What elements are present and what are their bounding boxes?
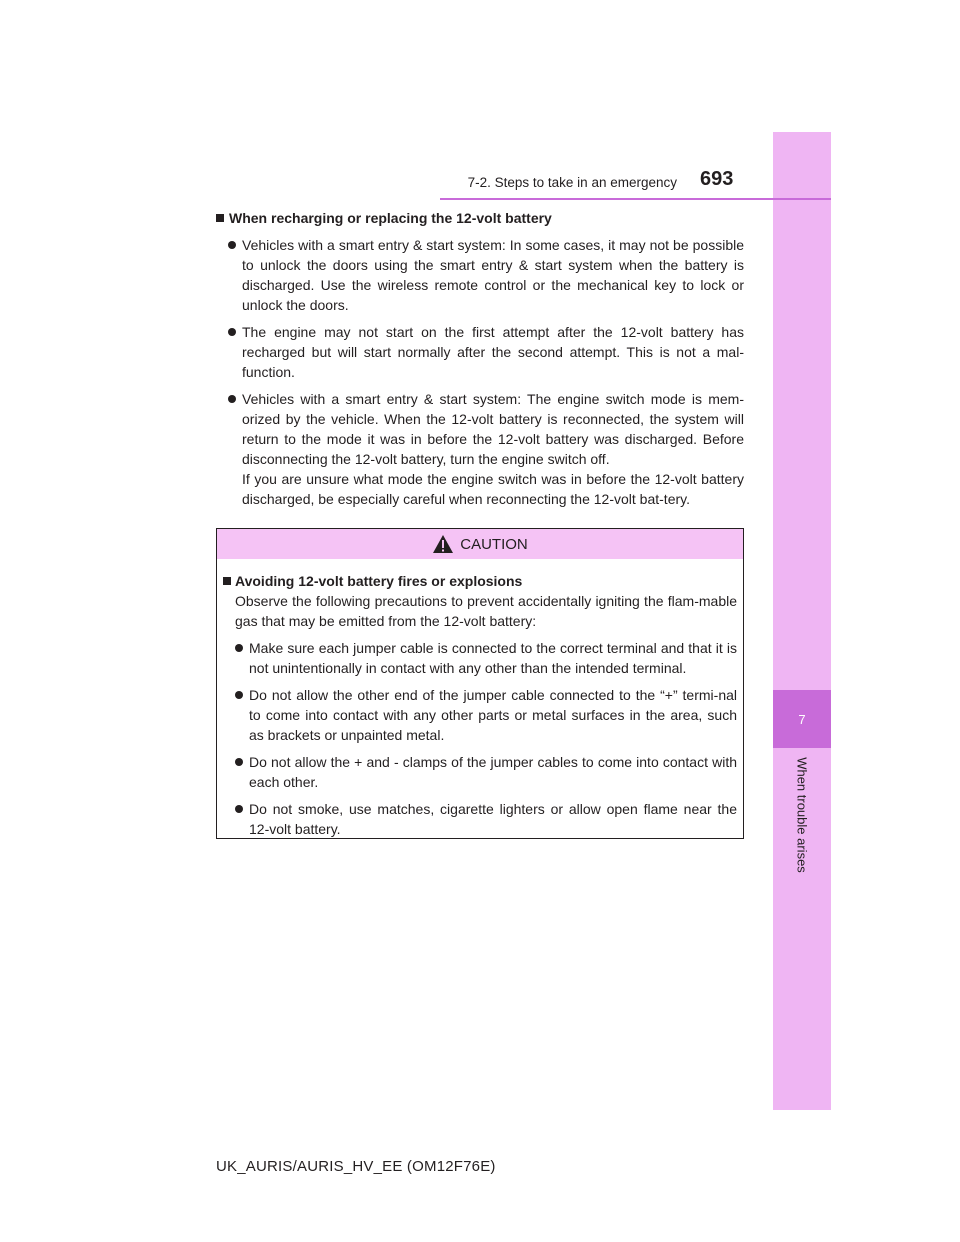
list-item: Vehicles with a smart entry & start system: The engine switch mode is mem-orized by the vehicle. When the 12-volt battery is reconnected, the system will return to the mode it was in before the 12-volt battery was discharged. Before disconnecting the 12-volt battery, turn the engine switch off. — [216, 389, 744, 469]
model-code: UK_AURIS/AURIS_HV_EE (OM12F76E) — [216, 1158, 496, 1175]
list-item: Do not allow the other end of the jumper cable connected to the “+” termi-nal to come into contact with any other parts or metal surfaces in the area, such as brackets or unpainted metal. — [223, 685, 737, 745]
list-item-continuation: If you are unsure what mode the engine switch was in before the 12-volt battery discharged, be especially careful when reconnecting the 12-volt bat-tery. — [242, 471, 744, 507]
caution-title: CAUTION — [460, 535, 528, 553]
page-number: 693 — [700, 168, 734, 190]
list-item: The engine may not start on the first attempt after the 12-volt battery has recharged but will start normally after the second attempt. This is not a mal-function. — [216, 322, 744, 382]
caution-body — [217, 559, 743, 839]
list-item: Vehicles with a smart entry & start system: In some cases, it may not be possible to unlock the doors using the smart entry & start system when the battery is discharged. Use the wireless remote control or the mechanical key to lock or unlock the doors. — [216, 235, 744, 315]
list-item: Do not allow the + and - clamps of the jumper cables to come into contact with each other. — [223, 752, 737, 792]
caution-box — [216, 528, 744, 839]
list-item: Do not smoke, use matches, cigarette lighters or allow open flame near the 12-volt battery. — [223, 799, 737, 839]
section-title: 7-2. Steps to take in an emergency — [467, 175, 677, 190]
warning-icon — [432, 534, 454, 554]
square-bullet-icon — [223, 577, 231, 585]
header-rule — [440, 198, 831, 200]
side-tab — [773, 132, 831, 1110]
caution-heading: Avoiding 12-volt battery fires or explosions — [223, 571, 737, 591]
chapter-number: 7 — [773, 690, 831, 748]
caution-header — [217, 529, 743, 559]
caution-intro: Observe the following precautions to prevent accidentally igniting the flam-mable gas that may be emitted from the 12-volt battery: — [235, 593, 737, 629]
list-item: Make sure each jumper cable is connected to the correct terminal and that it is not unintentionally in contact with any other than the intended terminal. — [223, 638, 737, 678]
section-heading: When recharging or replacing the 12-volt battery — [206, 208, 734, 228]
chapter-title: When trouble arises — [794, 757, 810, 873]
square-bullet-icon — [216, 214, 224, 222]
main-content — [216, 206, 744, 509]
